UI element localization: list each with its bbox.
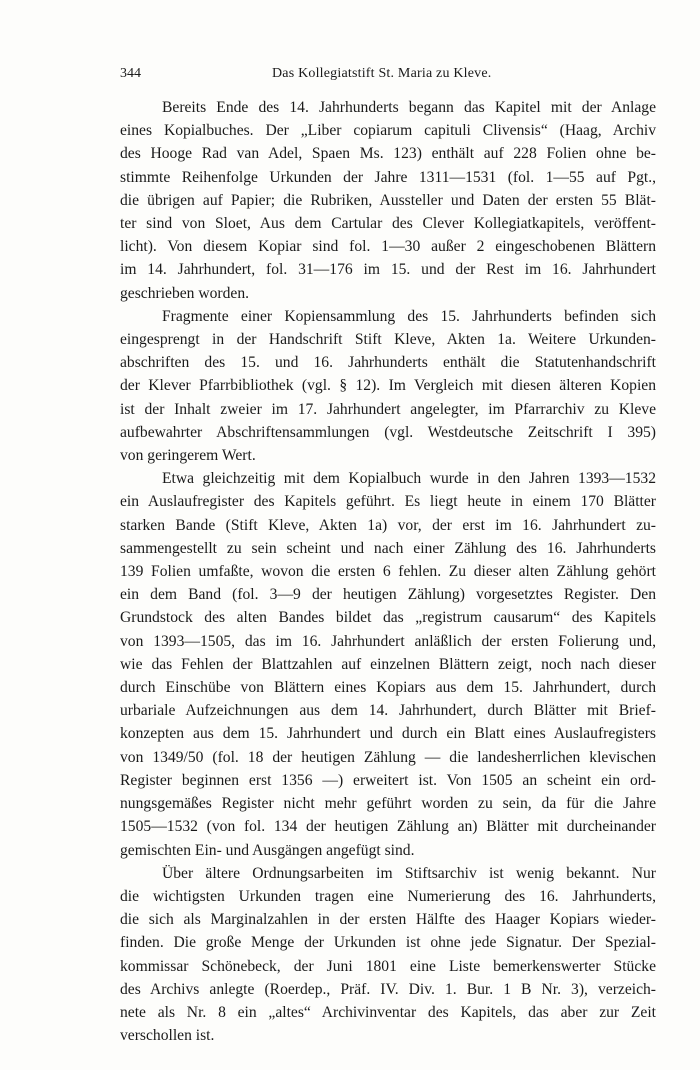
text-line: gemischten Ein- und Ausgängen angefügt sind. xyxy=(120,841,415,859)
body-text xyxy=(120,96,656,1047)
text-line: eingesprengt in der Handschrift Stift Kleve, Akten 1a. Weitere Urkunden- xyxy=(120,331,656,349)
text-line: nungsgemäßes Register nicht mehr geführt worden zu sein, da für die Jahre xyxy=(120,795,656,813)
paragraph-3 xyxy=(120,467,656,861)
text-line: Grundstock des alten Bandes bildet das „registrum causarum“ des Kapitels xyxy=(120,609,656,627)
text-line: ter sind von Sloet, Aus dem Cartular des Clever Kollegiatkapitels, veröffent- xyxy=(120,215,656,233)
text-line: durch Einschübe von Blättern eines Kopiars aus dem 15. Jahrhundert, durch xyxy=(120,679,656,697)
text-line: 1505—1532 (von fol. 134 der heutigen Zählung an) Blätter mit durcheinander xyxy=(120,818,656,836)
text-line: finden. Die große Menge der Urkunden ist ohne jede Signatur. Der Spezial- xyxy=(120,934,656,952)
text-line: kommissar Schönebeck, der Juni 1801 eine Liste bemerkenswerter Stücke xyxy=(120,957,656,975)
paragraph-1 xyxy=(120,96,656,305)
page-number: 344 xyxy=(120,66,141,81)
text-line: licht). Von diesem Kopiar sind fol. 1—30 außer 2 eingeschobenen Blättern xyxy=(120,238,656,256)
text-line: wie das Fehlen der Blattzahlen auf einzelnen Blättern zeigt, noch nach dieser xyxy=(120,655,656,673)
text-line: die sich als Marginalzahlen in der ersten Hälfte des Haager Kopiars wieder- xyxy=(120,911,656,929)
text-line: geschrieben worden. xyxy=(120,284,250,302)
text-line: eines Kopialbuches. Der „Liber copiarum capituli Clivensis“ (Haag, Archiv xyxy=(120,122,656,140)
text-line: starken Bande (Stift Kleve, Akten 1a) vor, der erst im 16. Jahrhundert zu- xyxy=(120,516,656,534)
text-line: konzepten aus dem 15. Jahrhundert und durch ein Blatt eines Auslaufregisters xyxy=(120,725,656,743)
text-line: Etwa gleichzeitig mit dem Kopialbuch wurde in den Jahren 1393—1532 xyxy=(162,470,656,488)
text-line: verschollen ist. xyxy=(120,1027,215,1045)
text-line: die übrigen auf Papier; die Rubriken, Aussteller und Daten der ersten 55 Blät- xyxy=(120,191,656,209)
text-line: Bereits Ende des 14. Jahrhunderts begann das Kapitel mit der Anlage xyxy=(162,99,656,116)
page-header xyxy=(120,66,556,86)
text-line: Über ältere Ordnungsarbeiten im Stiftsarchiv ist wenig bekannt. Nur xyxy=(162,864,656,882)
text-line: Fragmente einer Kopiensammlung des 15. Jahrhunderts befinden sich xyxy=(162,307,656,325)
text-line: Register beginnen erst 1356 —) erweitert ist. Von 1505 an scheint ein ord- xyxy=(120,771,656,789)
text-line: aufbewahrter Abschriftensammlungen (vgl. Westdeutsche Zeitschrift I 395) xyxy=(120,423,656,441)
text-line: von 1349/50 (fol. 18 der heutigen Zählung — die landesherrlichen klevischen xyxy=(120,748,656,766)
text-line: die wichtigsten Urkunden tragen eine Numerierung des 16. Jahrhunderts, xyxy=(120,887,656,905)
text-line: sammengestellt zu sein scheint und nach einer Zählung des 16. Jahrhunderts xyxy=(120,539,656,557)
text-line: ein Auslaufregister des Kapitels geführt. Es liegt heute in einem 170 Blätter xyxy=(120,493,656,511)
text-line: von geringerem Wert. xyxy=(120,447,256,465)
text-line: im 14. Jahrhundert, fol. 31—176 im 15. und der Rest im 16. Jahrhundert xyxy=(120,261,656,279)
text-line: von 1393—1505, das im 16. Jahrhundert anläßlich der ersten Folierung und, xyxy=(120,632,656,650)
running-title: Das Kollegiatstift St. Maria zu Kleve. xyxy=(272,66,492,81)
text-line: nete als Nr. 8 ein „altes“ Archivinventar des Kapitels, das aber zur Zeit xyxy=(120,1003,656,1021)
text-line: des Hooge Rad van Adel, Spaen Ms. 123) enthält auf 228 Folien ohne be- xyxy=(120,145,656,163)
text-line: abschriften des 15. und 16. Jahrhunderts enthält die Statutenhandschrift xyxy=(120,354,656,372)
text-line: der Klever Pfarrbibliothek (vgl. § 12). Im Vergleich mit diesen älteren Kopien xyxy=(120,377,656,395)
paragraph-2 xyxy=(120,305,656,467)
text-line: urbariale Aufzeichnungen aus dem 14. Jahrhundert, durch Blätter mit Brief- xyxy=(120,702,656,720)
text-line: des Archivs anlegte (Roerdep., Präf. IV. Div. 1. Bur. 1 B Nr. 3), verzeich- xyxy=(120,980,656,998)
text-line: 139 Folien umfaßte, wovon die ersten 6 fehlen. Zu dieser alten Zählung gehört xyxy=(120,563,656,581)
text-line: ein dem Band (fol. 3—9 der heutigen Zählung) vorgesetztes Register. Den xyxy=(120,586,656,604)
text-line: ist der Inhalt zweier im 17. Jahrhundert angelegter, im Pfarrarchiv zu Kleve xyxy=(120,400,656,418)
paragraph-4 xyxy=(120,862,656,1048)
text-line: stimmte Reihenfolge Urkunden der Jahre 1311—1531 (fol. 1—55 auf Pgt., xyxy=(120,168,656,186)
